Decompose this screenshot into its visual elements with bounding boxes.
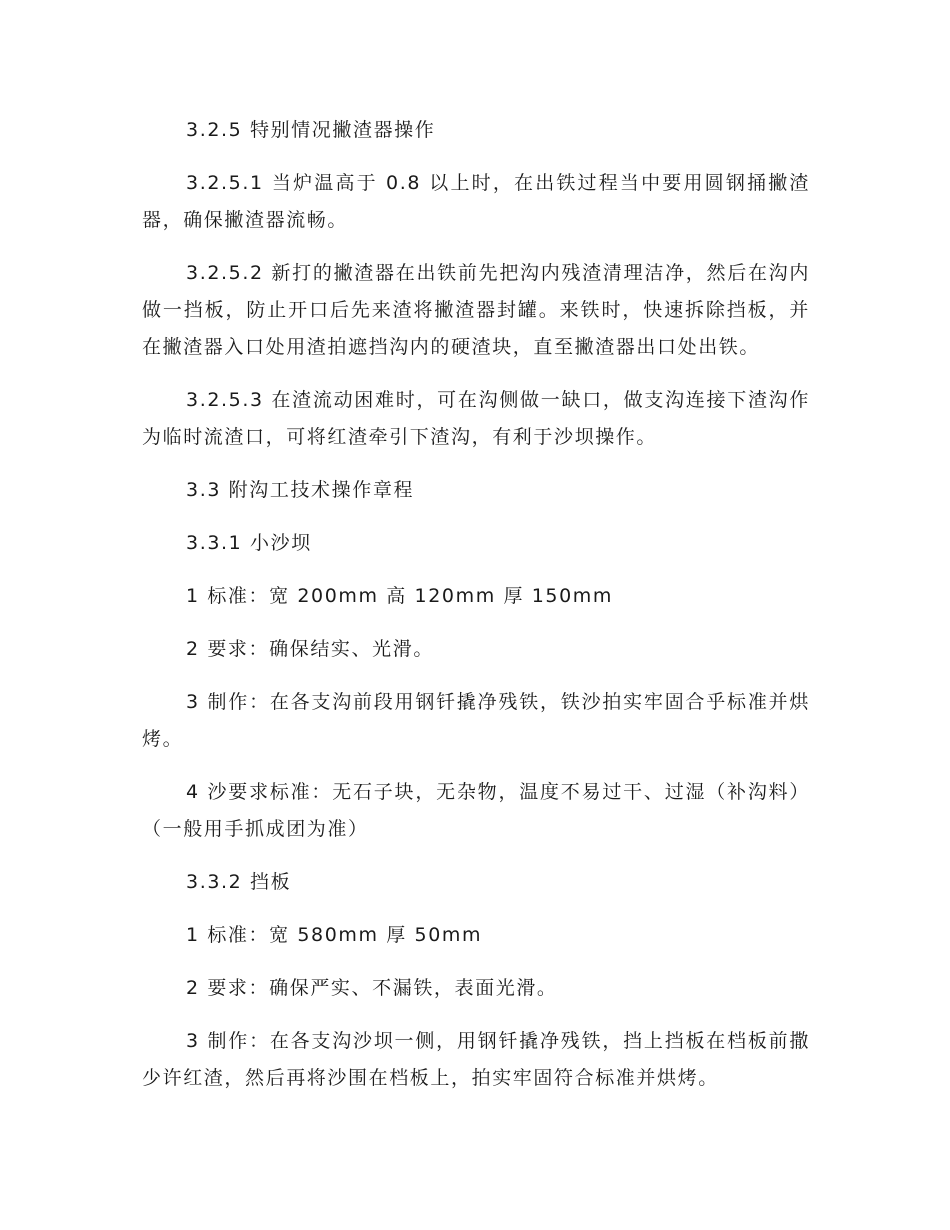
section-heading-3-3: 3.3 附沟工技术操作章程 xyxy=(186,479,415,501)
paragraph-3-2-5-3: 3.2.5.3 在渣流动困难时，可在沟侧做一缺口，做支沟连接下渣沟作为临时流渣口，可将红渣牵引下渣沟，有利于沙坝操作。 xyxy=(142,389,810,448)
list-item-standard-2: 1 标准：宽 580mm 厚 50mm xyxy=(186,924,483,946)
section-heading-3-2-5: 3.2.5 特别情况撇渣器操作 xyxy=(186,119,436,141)
list-item-making-1: 3 制作：在各支沟前段用钢钎撬净残铁，铁沙拍实牢固合乎标准并烘烤。 xyxy=(142,691,810,750)
list-item-sand-requirement: 4 沙要求标准：无石子块，无杂物，温度不易过干、过湿（补沟料）（一般用手抓成团为准） xyxy=(142,781,810,840)
list-item-requirement-2: 2 要求：确保严实、不漏铁，表面光滑。 xyxy=(186,977,558,999)
paragraph-3-2-5-1: 3.2.5.1 当炉温高于 0.8 以上时，在出铁过程当中要用圆钢捅撇渣器，确保撇渣器流畅。 xyxy=(142,172,810,231)
section-heading-3-3-2: 3.3.2 挡板 xyxy=(186,871,292,893)
list-item-requirement-1: 2 要求：确保结实、光滑。 xyxy=(186,638,434,660)
section-heading-3-3-1: 3.3.1 小沙坝 xyxy=(186,532,312,554)
paragraph-3-2-5-2: 3.2.5.2 新打的撇渣器在出铁前先把沟内残渣清理洁净，然后在沟内做一挡板，防止开口后先来渣将撇渣器封罐。来铁时，快速拆除挡板，并在撇渣器入口处用渣拍遮挡沟内的硬渣块，直至撇渣器出口处出铁。 xyxy=(142,262,810,358)
list-item-standard-1: 1 标准：宽 200mm 高 120mm 厚 150mm xyxy=(186,585,613,607)
list-item-making-2: 3 制作：在各支沟沙坝一侧，用钢钎撬净残铁，挡上挡板在档板前撒少许红渣，然后再将沙围在档板上，拍实牢固符合标准并烘烤。 xyxy=(142,1030,810,1089)
